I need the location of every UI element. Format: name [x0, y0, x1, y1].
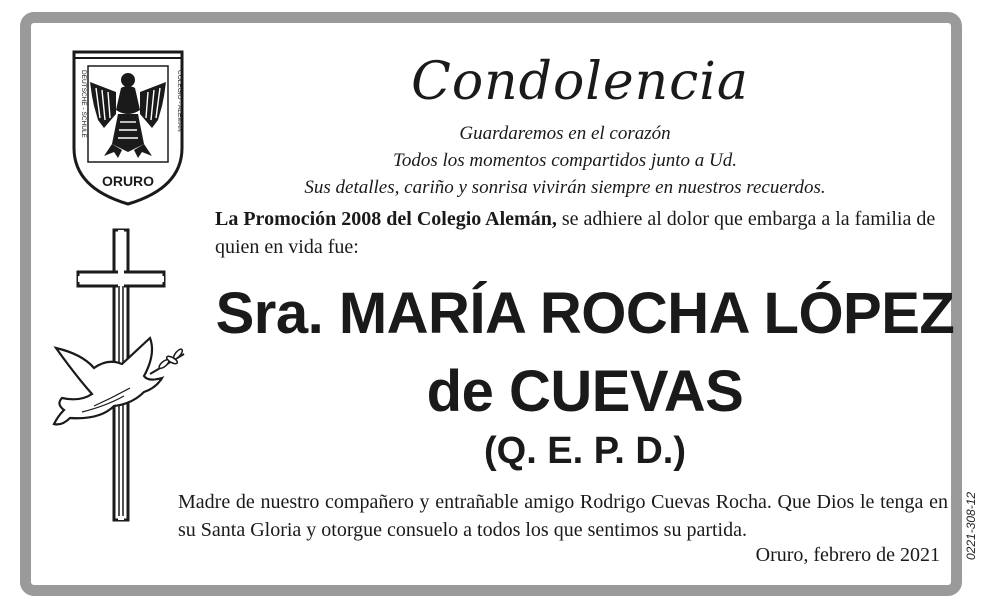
svg-text:DEUTSCHE - SCHULE: DEUTSCHE - SCHULE — [80, 70, 87, 138]
rip-abbreviation: (Q. E. P. D.) — [483, 430, 686, 472]
intro-text: se adhiere al dolor que embarga a la familia de quien en vida fue: — [215, 208, 936, 258]
ad-code — [962, 470, 986, 560]
intro-bold: La Promoción 2008 del Colegio Alemán, — [215, 208, 557, 230]
poem-line: Guardaremos en el corazón — [459, 123, 671, 144]
poem — [275, 120, 855, 201]
poem-line: Todos los momentos compartidos junto a Ud. — [393, 150, 737, 171]
place-date: Oruro, febrero de 2021 — [755, 544, 940, 566]
svg-text:COLEGIO - ALEMAN: COLEGIO - ALEMAN — [176, 70, 183, 132]
svg-text:ORURO: ORURO — [101, 173, 155, 189]
poem-line: Sus detalles, cariño y sonrisa vivirán siempre en nuestros recuerdos. — [304, 177, 826, 198]
heading-condolencia: Condolencia — [411, 52, 749, 112]
message-paragraph: Madre de nuestro compañero y entrañable amigo Rodrigo Cuevas Rocha. Que Dios le tenga en su Santa Gloria y otorgue consuelo a todos los que sentimos su partida. — [178, 491, 948, 541]
deceased-name-line2: de CUEVAS — [426, 359, 744, 424]
intro-paragraph — [215, 205, 955, 261]
cross-and-dove-illustration — [52, 226, 192, 526]
deceased-name-line1: Sra. MARÍA ROCHA LÓPEZ — [215, 281, 955, 346]
ad-code-text: 0221-308-12 — [964, 491, 978, 560]
school-crest-logo — [70, 48, 186, 208]
